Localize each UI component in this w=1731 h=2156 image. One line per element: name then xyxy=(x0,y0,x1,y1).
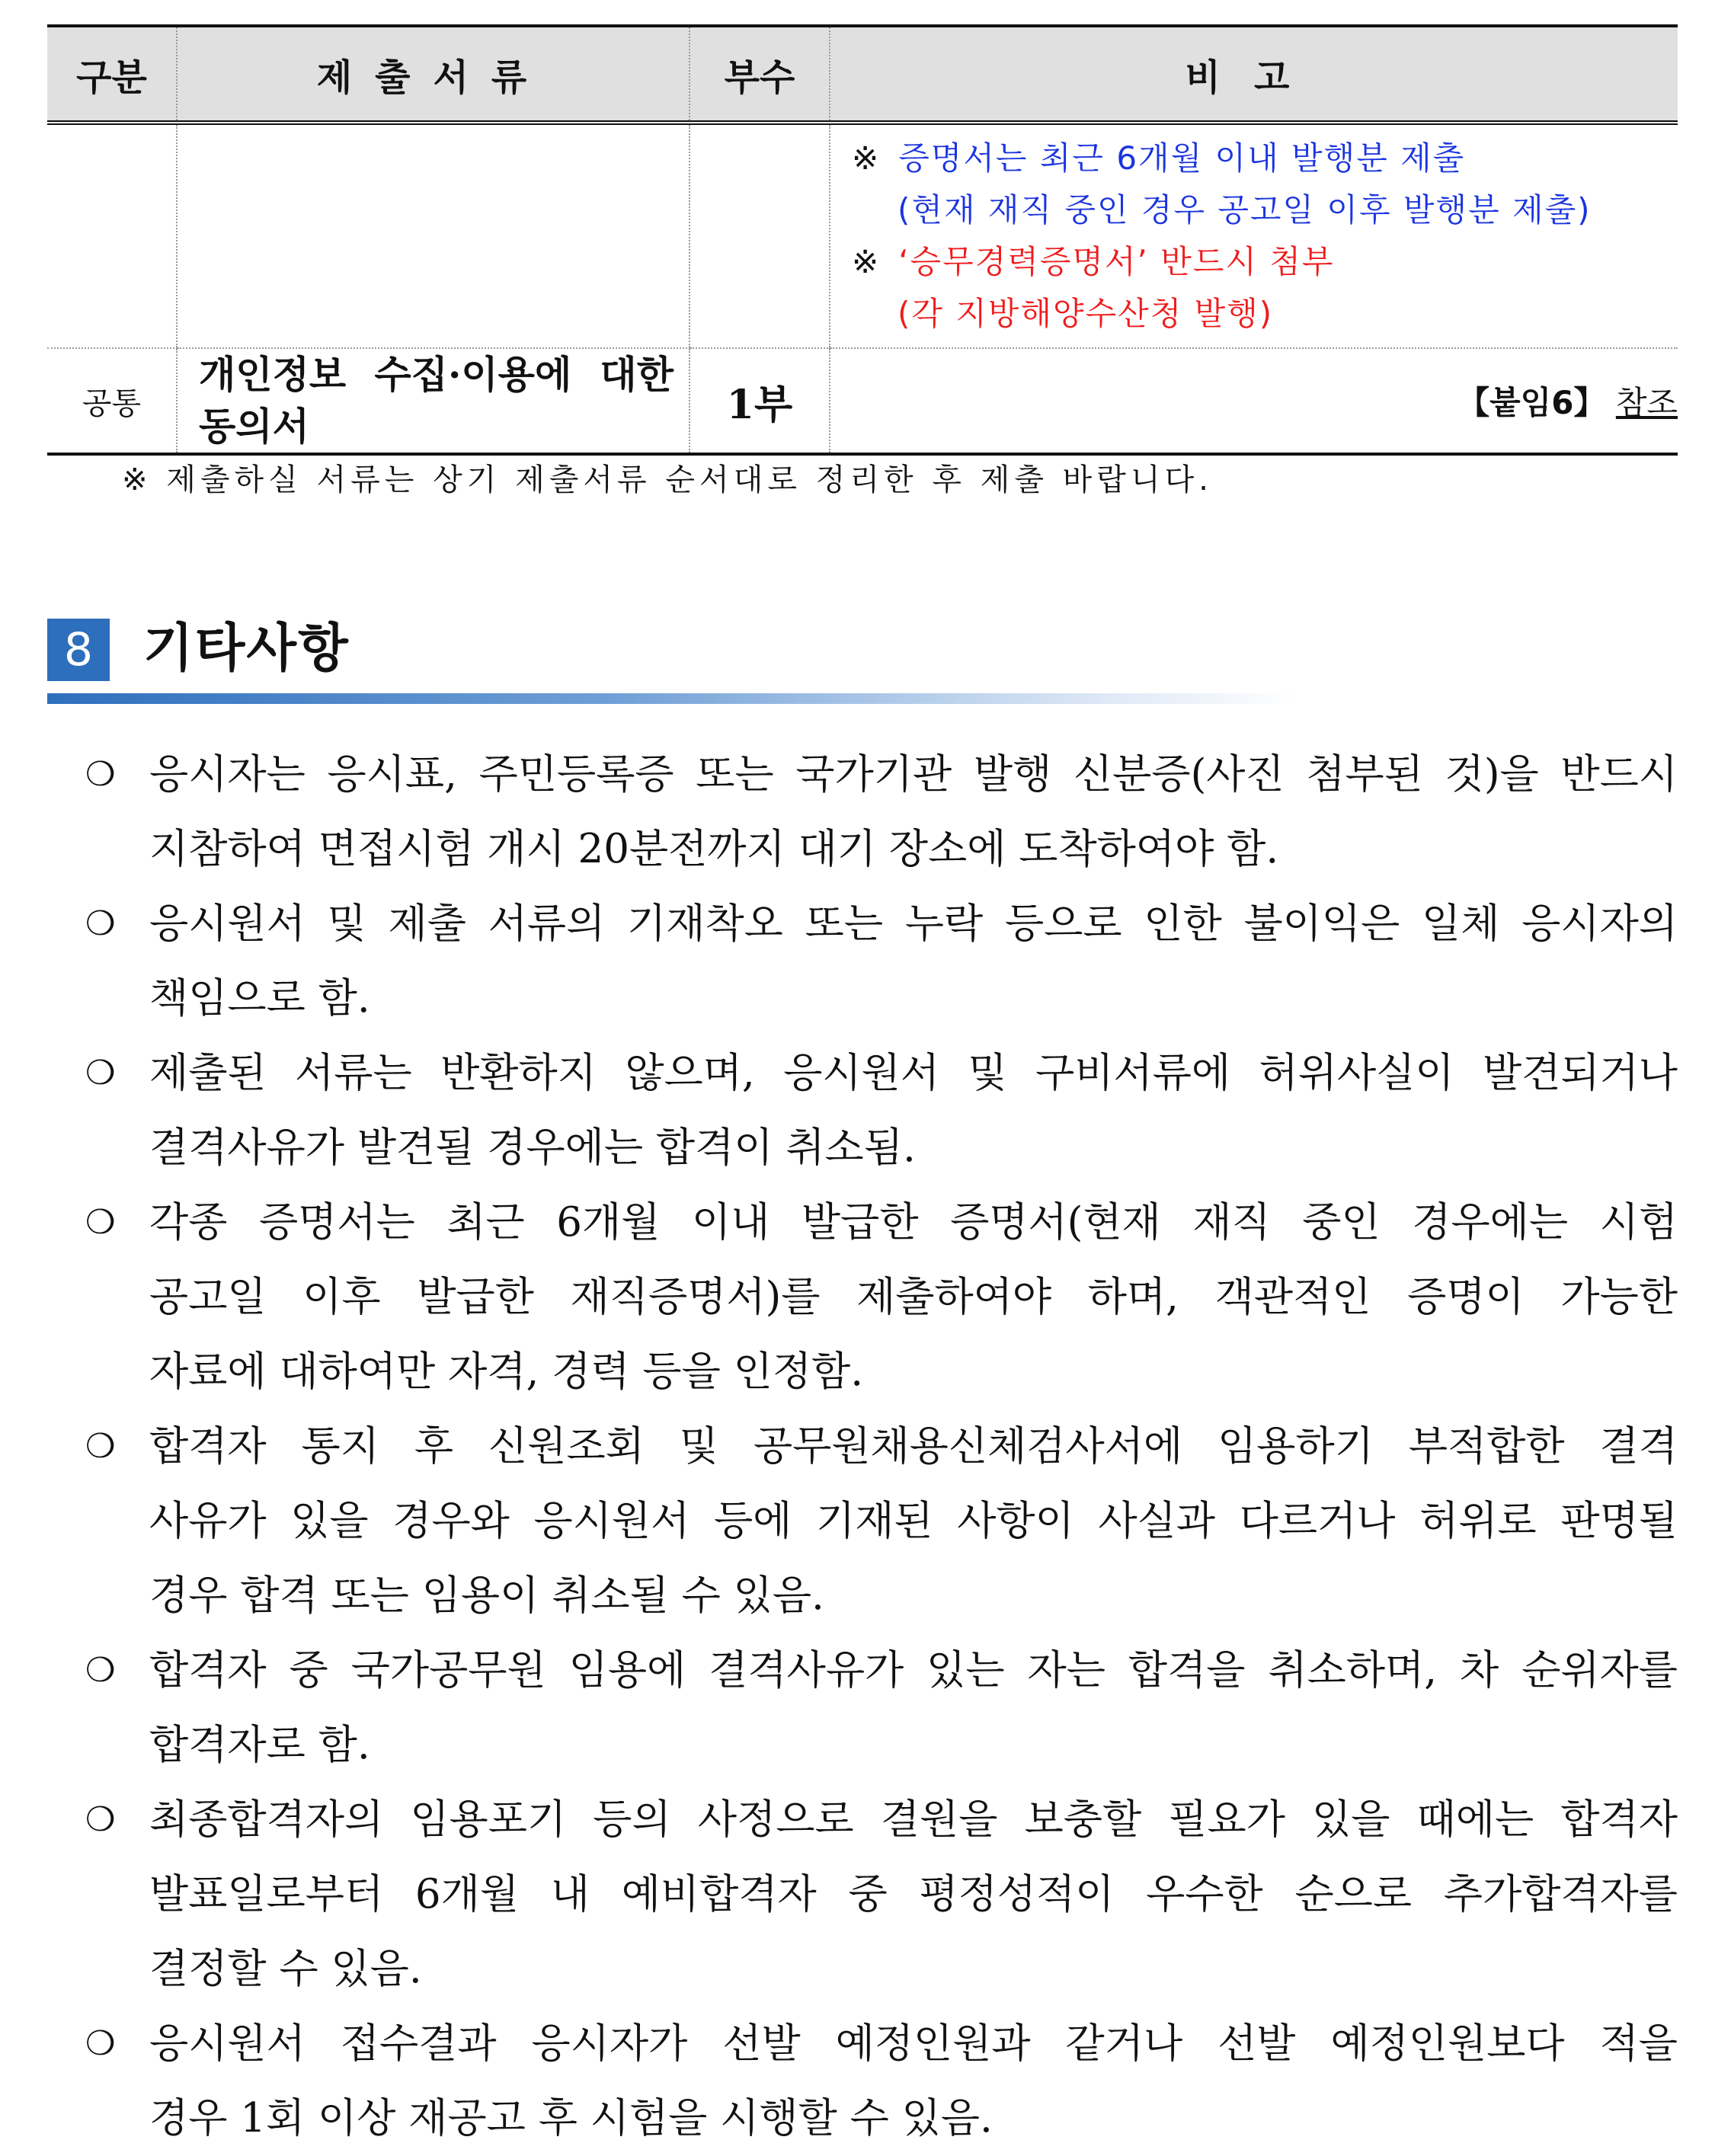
circle-bullet-icon: ❍ xyxy=(85,2024,116,2063)
list-item-line: 사유가 있을 경우와 응시원서 등에 기재된 사항이 사실과 다르거나 허위로 판명될 xyxy=(149,1498,1678,1544)
circle-bullet-icon: ❍ xyxy=(85,1054,116,1092)
notice-list xyxy=(85,737,1678,2156)
list-item xyxy=(85,1185,1678,1409)
reference-label: 참조 xyxy=(1615,384,1678,421)
list-item-line: 응시자는 응시표, 주민등록증 또는 국가기관 발행 신분증(사진 첨부된 것)을 반드시 xyxy=(149,751,1678,798)
list-item-line: 지참하여 면접시험 개시 20분전까지 대기 장소에 도착하여야 함. xyxy=(149,826,1279,872)
cell-category: 공통 xyxy=(47,348,177,454)
list-item-line: 합격자로 함. xyxy=(149,1722,370,1768)
list-item xyxy=(85,2007,1678,2156)
list-item-line: 각종 증명서는 최근 6개월 이내 발급한 증명서(현재 재직 중인 경우에는 시험 xyxy=(149,1199,1678,1246)
remark-line-1 xyxy=(852,133,1662,184)
list-item-line: 합격자 중 국가공무원 임용에 결격사유가 있는 자는 합격을 취소하며, 차 순위자를 xyxy=(149,1647,1678,1694)
cell-remarks-reference xyxy=(830,348,1678,454)
circle-bullet-icon: ❍ xyxy=(85,1203,116,1242)
list-item xyxy=(85,1036,1678,1185)
table-footnote: ※ 제출하실 서류는 상기 제출서류 순서대로 정리한 후 제출 바랍니다. xyxy=(122,462,1213,497)
document-name-line: 개인정보 수집·이용에 대한 xyxy=(199,352,674,397)
document-name xyxy=(178,349,689,453)
header-remarks: 비고 xyxy=(830,26,1678,123)
list-item-line: 결격사유가 발견될 경우에는 합격이 취소됨. xyxy=(149,1124,916,1171)
circle-bullet-icon: ❍ xyxy=(85,1427,116,1466)
document-name-line: 동의서 xyxy=(199,404,309,449)
cell-copies-empty xyxy=(690,123,830,348)
remark-line-3 xyxy=(852,236,1662,288)
cell-documents-empty xyxy=(177,123,690,348)
list-item-line: 책임으로 함. xyxy=(149,975,370,1022)
list-item-line: 응시원서 및 제출 서류의 기재착오 또는 누락 등으로 인한 불이익은 일체 응시자의 xyxy=(149,900,1678,947)
list-item-line: 자료에 대하여만 자격, 경력 등을 인정함. xyxy=(149,1348,864,1395)
list-item-line: 경우 1회 이상 재공고 후 시험을 시행할 수 있음. xyxy=(149,2095,993,2142)
reference-mark-symbol: ※ xyxy=(852,139,881,177)
header-category: 구분 xyxy=(47,26,177,123)
list-item-line: 공고일 이후 발급한 재직증명서)를 제출하여야 하며, 객관적인 증명이 가능한 xyxy=(149,1274,1678,1320)
remark-line-2: (현재 재직 중인 경우 공고일 이후 발행분 제출) xyxy=(897,191,1592,229)
list-item-line: 최종합격자의 임용포기 등의 사정으로 결원을 보충할 필요가 있을 때에는 합격자 xyxy=(149,1796,1678,1843)
circle-bullet-icon: ❍ xyxy=(85,904,116,943)
list-item-line: 발표일로부터 6개월 내 예비합격자 중 평정성적이 우수한 순으로 추가합격자를 xyxy=(149,1871,1678,1918)
section-divider xyxy=(47,693,1297,704)
remark-text: 증명서는 최근 6개월 이내 발행분 제출 xyxy=(898,139,1466,177)
list-item xyxy=(85,1783,1678,2007)
list-item-line: 경우 합격 또는 임용이 취소될 수 있음. xyxy=(149,1572,824,1619)
table-row xyxy=(47,348,1678,454)
cell-documents xyxy=(177,348,690,454)
attachment-reference: 【붙임6】 xyxy=(1457,384,1606,421)
list-item xyxy=(85,1409,1678,1633)
table-header-row xyxy=(47,26,1678,123)
remark-line-4: (각 지방해양수산청 발행) xyxy=(897,295,1274,332)
cell-category-empty xyxy=(47,123,177,348)
section-title: 기타사항 xyxy=(143,619,350,679)
list-item xyxy=(85,737,1678,887)
circle-bullet-icon: ❍ xyxy=(85,755,116,794)
list-item xyxy=(85,887,1678,1036)
circle-bullet-icon: ❍ xyxy=(85,1800,116,1839)
list-item-line: 응시원서 접수결과 응시자가 선발 예정인원과 같거나 선발 예정인원보다 적을 xyxy=(149,2020,1678,2067)
cell-copies: 1부 xyxy=(690,348,830,454)
list-item xyxy=(85,1633,1678,1783)
header-copies: 부수 xyxy=(690,26,830,123)
header-documents: 제출서류 xyxy=(177,26,690,123)
section-number-badge: 8 xyxy=(47,619,110,681)
circle-bullet-icon: ❍ xyxy=(85,1651,116,1690)
list-item-line: 제출된 서류는 반환하지 않으며, 응시원서 및 구비서류에 허위사실이 발견되거나 xyxy=(149,1050,1678,1096)
list-item-line: 합격자 통지 후 신원조회 및 공무원채용신체검사서에 임용하기 부적합한 결격 xyxy=(149,1423,1678,1470)
reference-mark-symbol: ※ xyxy=(852,243,881,280)
cell-remarks xyxy=(830,123,1678,348)
documents-table xyxy=(47,24,1678,456)
remarks-block xyxy=(830,125,1678,347)
list-item-line: 결정할 수 있음. xyxy=(149,1946,422,1992)
table-row xyxy=(47,123,1678,348)
remark-text: ‘승무경력증명서’ 반드시 첨부 xyxy=(898,243,1335,280)
